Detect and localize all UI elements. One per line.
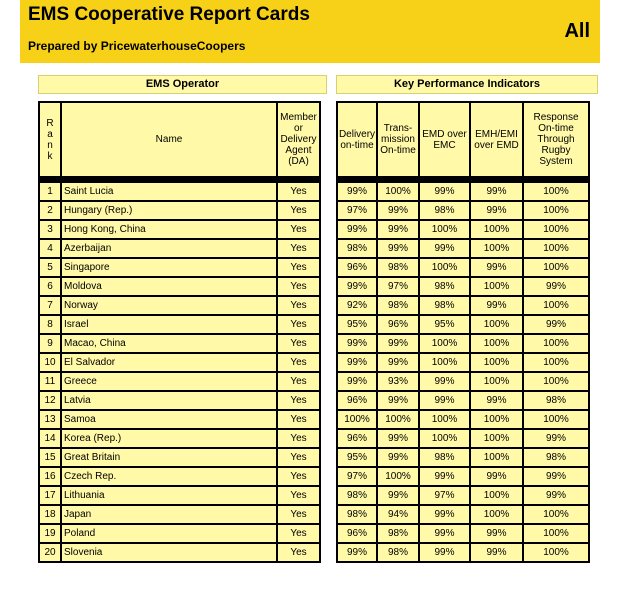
- table-row: [39, 353, 320, 372]
- response-cell: 99%: [523, 467, 589, 486]
- operator-header-row: [39, 102, 320, 177]
- emd-cell: 100%: [419, 258, 470, 277]
- rank-cell: 1: [39, 182, 61, 201]
- delivery-cell: 95%: [337, 448, 377, 467]
- emd-cell: 98%: [419, 277, 470, 296]
- name-cell: Saint Lucia: [61, 182, 277, 201]
- rank-cell: 19: [39, 524, 61, 543]
- member-cell: Yes: [277, 448, 320, 467]
- member-cell: Yes: [277, 334, 320, 353]
- response-cell: 98%: [523, 391, 589, 410]
- transmission-cell: 93%: [377, 372, 419, 391]
- emd-cell: 99%: [419, 372, 470, 391]
- name-cell: Samoa: [61, 410, 277, 429]
- emd-cell: 99%: [419, 543, 470, 562]
- table-row: [39, 277, 320, 296]
- delivery-cell: 95%: [337, 315, 377, 334]
- name-cell: Korea (Rep.): [61, 429, 277, 448]
- response-cell: 100%: [523, 296, 589, 315]
- member-cell: Yes: [277, 315, 320, 334]
- rank-cell: 13: [39, 410, 61, 429]
- table-row: [337, 239, 589, 258]
- name-cell: Lithuania: [61, 486, 277, 505]
- delivery-cell: 96%: [337, 524, 377, 543]
- emh-cell: 100%: [470, 372, 523, 391]
- emh-cell: 99%: [470, 258, 523, 277]
- emd-column-header: EMD over EMC: [419, 102, 470, 177]
- name-cell: Hungary (Rep.): [61, 201, 277, 220]
- delivery-cell: 99%: [337, 277, 377, 296]
- kpi-header-row: [337, 102, 589, 177]
- name-cell: Latvia: [61, 391, 277, 410]
- table-row: [39, 524, 320, 543]
- name-cell: Azerbaijan: [61, 239, 277, 258]
- member-column-header: Member or Delivery Agent (DA): [277, 102, 320, 177]
- emd-cell: 99%: [419, 467, 470, 486]
- kpi-table: [336, 101, 590, 563]
- report-subtitle: Prepared by PricewaterhouseCoopers: [28, 39, 246, 53]
- emh-cell: 99%: [470, 543, 523, 562]
- rank-cell: 4: [39, 239, 61, 258]
- emh-cell: 100%: [470, 410, 523, 429]
- table-row: [39, 543, 320, 562]
- rank-cell: 11: [39, 372, 61, 391]
- name-cell: Moldova: [61, 277, 277, 296]
- member-cell: Yes: [277, 258, 320, 277]
- table-row: [337, 353, 589, 372]
- emd-cell: 99%: [419, 505, 470, 524]
- table-row: [337, 372, 589, 391]
- transmission-cell: 98%: [377, 296, 419, 315]
- operator-table: [38, 101, 321, 563]
- delivery-cell: 97%: [337, 467, 377, 486]
- transmission-cell: 97%: [377, 277, 419, 296]
- response-cell: 100%: [523, 334, 589, 353]
- emd-cell: 100%: [419, 220, 470, 239]
- section-header-kpi: Key Performance Indicators: [336, 75, 598, 94]
- emh-cell: 99%: [470, 524, 523, 543]
- delivery-cell: 99%: [337, 543, 377, 562]
- table-row: [39, 391, 320, 410]
- name-cell: Great Britain: [61, 448, 277, 467]
- delivery-cell: 99%: [337, 334, 377, 353]
- rank-cell: 14: [39, 429, 61, 448]
- name-column-header: Name: [61, 102, 277, 177]
- rank-cell: 6: [39, 277, 61, 296]
- transmission-cell: 100%: [377, 410, 419, 429]
- table-row: [39, 467, 320, 486]
- rank-cell: 3: [39, 220, 61, 239]
- rank-column-header: [39, 102, 61, 177]
- response-cell: 100%: [523, 505, 589, 524]
- table-row: [39, 410, 320, 429]
- transmission-cell: 99%: [377, 201, 419, 220]
- emh-cell: 100%: [470, 239, 523, 258]
- transmission-cell: 100%: [377, 467, 419, 486]
- response-cell: 99%: [523, 486, 589, 505]
- emd-cell: 100%: [419, 410, 470, 429]
- emd-cell: 100%: [419, 429, 470, 448]
- transmission-column-header: Trans- mission On-time: [377, 102, 419, 177]
- emd-cell: 99%: [419, 391, 470, 410]
- name-cell: Israel: [61, 315, 277, 334]
- emd-cell: 98%: [419, 448, 470, 467]
- transmission-cell: 98%: [377, 543, 419, 562]
- name-cell: Czech Rep.: [61, 467, 277, 486]
- table-row: [39, 239, 320, 258]
- emh-cell: 99%: [470, 391, 523, 410]
- rank-cell: 8: [39, 315, 61, 334]
- emd-cell: 98%: [419, 201, 470, 220]
- member-cell: Yes: [277, 353, 320, 372]
- name-cell: Greece: [61, 372, 277, 391]
- rank-cell: 5: [39, 258, 61, 277]
- emd-cell: 100%: [419, 334, 470, 353]
- name-cell: Japan: [61, 505, 277, 524]
- table-row: [337, 467, 589, 486]
- emd-cell: 98%: [419, 296, 470, 315]
- rank-cell: 9: [39, 334, 61, 353]
- response-cell: 98%: [523, 448, 589, 467]
- name-cell: Slovenia: [61, 543, 277, 562]
- rank-cell: 15: [39, 448, 61, 467]
- delivery-cell: 98%: [337, 505, 377, 524]
- name-cell: Norway: [61, 296, 277, 315]
- table-row: [337, 524, 589, 543]
- table-row: [337, 543, 589, 562]
- emh-cell: 99%: [470, 182, 523, 201]
- member-cell: Yes: [277, 277, 320, 296]
- response-cell: 100%: [523, 353, 589, 372]
- transmission-cell: 98%: [377, 524, 419, 543]
- rank-cell: 18: [39, 505, 61, 524]
- response-cell: 100%: [523, 201, 589, 220]
- response-cell: 100%: [523, 372, 589, 391]
- table-row: [39, 220, 320, 239]
- table-row: [39, 296, 320, 315]
- emh-cell: 100%: [470, 448, 523, 467]
- emd-cell: 95%: [419, 315, 470, 334]
- response-cell: 99%: [523, 429, 589, 448]
- emh-cell: 99%: [470, 296, 523, 315]
- table-row: [39, 315, 320, 334]
- table-row: [337, 277, 589, 296]
- scope-label: All: [564, 20, 590, 42]
- transmission-cell: 99%: [377, 239, 419, 258]
- transmission-cell: 98%: [377, 258, 419, 277]
- table-row: [337, 334, 589, 353]
- member-cell: Yes: [277, 372, 320, 391]
- table-row: [39, 201, 320, 220]
- rank-cell: 10: [39, 353, 61, 372]
- transmission-cell: 99%: [377, 391, 419, 410]
- delivery-cell: 99%: [337, 182, 377, 201]
- emh-cell: 100%: [470, 486, 523, 505]
- transmission-cell: 99%: [377, 220, 419, 239]
- rank-cell: 20: [39, 543, 61, 562]
- member-cell: Yes: [277, 220, 320, 239]
- delivery-cell: 99%: [337, 220, 377, 239]
- member-cell: Yes: [277, 201, 320, 220]
- member-cell: Yes: [277, 296, 320, 315]
- name-cell: Hong Kong, China: [61, 220, 277, 239]
- emd-cell: 97%: [419, 486, 470, 505]
- transmission-cell: 99%: [377, 429, 419, 448]
- rank-cell: 16: [39, 467, 61, 486]
- member-cell: Yes: [277, 182, 320, 201]
- delivery-cell: 96%: [337, 258, 377, 277]
- emh-cell: 99%: [470, 201, 523, 220]
- table-row: [337, 486, 589, 505]
- delivery-cell: 98%: [337, 239, 377, 258]
- response-cell: 100%: [523, 524, 589, 543]
- response-cell: 100%: [523, 239, 589, 258]
- emd-cell: 99%: [419, 239, 470, 258]
- member-cell: Yes: [277, 543, 320, 562]
- response-cell: 100%: [523, 220, 589, 239]
- emh-column-header: EMH/EMI over EMD: [470, 102, 523, 177]
- table-row: [39, 372, 320, 391]
- member-cell: Yes: [277, 505, 320, 524]
- response-cell: 100%: [523, 543, 589, 562]
- emh-cell: 100%: [470, 277, 523, 296]
- response-cell: 99%: [523, 315, 589, 334]
- delivery-cell: 99%: [337, 372, 377, 391]
- transmission-cell: 100%: [377, 182, 419, 201]
- response-cell: 100%: [523, 410, 589, 429]
- section-header-operator: EMS Operator: [38, 75, 327, 94]
- table-row: [337, 410, 589, 429]
- emd-cell: 100%: [419, 353, 470, 372]
- delivery-cell: 96%: [337, 429, 377, 448]
- table-row: [337, 505, 589, 524]
- table-row: [337, 182, 589, 201]
- emh-cell: 100%: [470, 334, 523, 353]
- rank-header-label: R a n k: [46, 117, 54, 162]
- table-row: [337, 448, 589, 467]
- emh-cell: 100%: [470, 353, 523, 372]
- member-cell: Yes: [277, 429, 320, 448]
- transmission-cell: 96%: [377, 315, 419, 334]
- report-title: EMS Cooperative Report Cards: [28, 4, 310, 25]
- member-cell: Yes: [277, 239, 320, 258]
- table-row: [337, 391, 589, 410]
- name-cell: Poland: [61, 524, 277, 543]
- rank-cell: 2: [39, 201, 61, 220]
- delivery-cell: 99%: [337, 353, 377, 372]
- table-row: [337, 296, 589, 315]
- response-column-header: Response On-time Through Rugby System: [523, 102, 589, 177]
- table-row: [337, 258, 589, 277]
- emd-cell: 99%: [419, 182, 470, 201]
- delivery-cell: 100%: [337, 410, 377, 429]
- response-cell: 100%: [523, 258, 589, 277]
- emh-cell: 100%: [470, 505, 523, 524]
- transmission-cell: 99%: [377, 448, 419, 467]
- table-row: [39, 429, 320, 448]
- table-row: [337, 429, 589, 448]
- member-cell: Yes: [277, 524, 320, 543]
- delivery-cell: 98%: [337, 486, 377, 505]
- transmission-cell: 99%: [377, 334, 419, 353]
- table-row: [39, 182, 320, 201]
- delivery-cell: 92%: [337, 296, 377, 315]
- transmission-cell: 94%: [377, 505, 419, 524]
- name-cell: Macao, China: [61, 334, 277, 353]
- table-row: [337, 315, 589, 334]
- name-cell: El Salvador: [61, 353, 277, 372]
- emh-cell: 100%: [470, 315, 523, 334]
- response-cell: 100%: [523, 182, 589, 201]
- table-row: [39, 448, 320, 467]
- delivery-column-header: Delivery on-time: [337, 102, 377, 177]
- table-row: [39, 505, 320, 524]
- table-row: [337, 220, 589, 239]
- member-cell: Yes: [277, 486, 320, 505]
- table-row: [39, 334, 320, 353]
- transmission-cell: 99%: [377, 353, 419, 372]
- emd-cell: 99%: [419, 524, 470, 543]
- member-cell: Yes: [277, 391, 320, 410]
- table-row: [337, 201, 589, 220]
- transmission-cell: 99%: [377, 486, 419, 505]
- delivery-cell: 96%: [337, 391, 377, 410]
- rank-cell: 12: [39, 391, 61, 410]
- table-row: [39, 258, 320, 277]
- emh-cell: 99%: [470, 467, 523, 486]
- rank-cell: 17: [39, 486, 61, 505]
- delivery-cell: 97%: [337, 201, 377, 220]
- report-header-banner: [20, 0, 600, 63]
- emh-cell: 100%: [470, 429, 523, 448]
- response-cell: 99%: [523, 277, 589, 296]
- member-cell: Yes: [277, 467, 320, 486]
- member-cell: Yes: [277, 410, 320, 429]
- table-row: [39, 486, 320, 505]
- name-cell: Singapore: [61, 258, 277, 277]
- rank-cell: 7: [39, 296, 61, 315]
- emh-cell: 100%: [470, 220, 523, 239]
